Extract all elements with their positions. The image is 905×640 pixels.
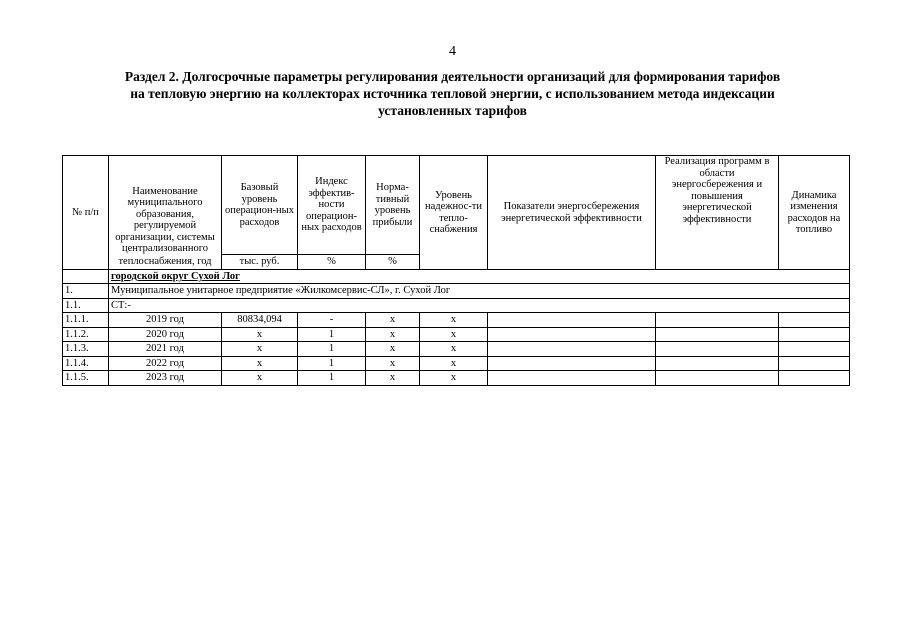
row-num: 1.1.2. [63, 327, 109, 342]
page-title [60, 68, 845, 119]
row-num: 1.1.4. [63, 356, 109, 371]
col-header-name-tail: теплоснабжения, год [109, 255, 222, 270]
col-header-programs: Реализация программ в области энергосбережения и повышения энергетической эффективности [656, 156, 779, 270]
row-profit: х [366, 313, 420, 328]
row-index: 1 [298, 356, 366, 371]
row-year: 2021 год [109, 342, 222, 357]
row-base: 80834,094 [222, 313, 298, 328]
row-base: х [222, 342, 298, 357]
row-index: 1 [298, 342, 366, 357]
table-row [63, 327, 850, 342]
col-header-index: Индекс эффектив-ности операцион-ных расходов [298, 156, 366, 255]
row-year: 2020 год [109, 327, 222, 342]
row-reliability: х [420, 313, 488, 328]
row-num: 1.1.1. [63, 313, 109, 328]
col-header-num: № п/п [63, 156, 109, 270]
unit-base: тыс. руб. [222, 255, 298, 270]
org-row [63, 284, 850, 299]
row-base: х [222, 327, 298, 342]
tariff-parameters-table [62, 155, 850, 386]
row-reliability: х [420, 371, 488, 386]
row-index: 1 [298, 371, 366, 386]
table-row [63, 371, 850, 386]
row-reliability: х [420, 327, 488, 342]
row-reliability: х [420, 356, 488, 371]
section-label: городской округ Сухой Лог [109, 270, 850, 284]
row-num: 1.1.5. [63, 371, 109, 386]
row-year: 2022 год [109, 356, 222, 371]
row-base: х [222, 356, 298, 371]
row-index: - [298, 313, 366, 328]
row-base: х [222, 371, 298, 386]
row-year: 2023 год [109, 371, 222, 386]
table-row [63, 356, 850, 371]
system-name: СТ:- [109, 298, 850, 313]
row-profit: х [366, 342, 420, 357]
table-row [63, 313, 850, 328]
row-profit: х [366, 356, 420, 371]
title-line-1: Раздел 2. Долгосрочные параметры регулирования деятельности организаций для формирования тарифов [124, 69, 781, 84]
section-row [63, 270, 850, 284]
unit-index: % [298, 255, 366, 270]
system-num: 1.1. [63, 298, 109, 313]
title-line-2: на тепловую энергию на коллекторах источника тепловой энергии, с использованием метода индексации [130, 86, 775, 101]
system-row [63, 298, 850, 313]
col-header-energy: Показатели энергосбережения энергетической эффективности [488, 156, 656, 270]
row-num: 1.1.3. [63, 342, 109, 357]
col-header-profit: Норма-тивный уровень прибыли [366, 156, 420, 255]
org-name: Муниципальное унитарное предприятие «Жилкомсервис-СЛ», г. Сухой Лог [109, 284, 850, 299]
col-header-name: Наименование муниципального образования, регулируемой организации, системы централизованного [109, 156, 222, 255]
page-number: 4 [449, 44, 456, 59]
row-profit: х [366, 371, 420, 386]
col-header-reliability: Уровень надежнос-ти тепло-снабжения [420, 156, 488, 270]
col-header-base: Базовый уровень операцион-ных расходов [222, 156, 298, 255]
table-row [63, 342, 850, 357]
col-header-fuel: Динамика изменения расходов на топливо [779, 156, 850, 270]
header-row [63, 156, 850, 255]
title-line-3: установленных тарифов [378, 103, 527, 118]
row-year: 2019 год [109, 313, 222, 328]
org-num: 1. [63, 284, 109, 299]
row-reliability: х [420, 342, 488, 357]
unit-profit: % [366, 255, 420, 270]
row-profit: х [366, 327, 420, 342]
row-index: 1 [298, 327, 366, 342]
